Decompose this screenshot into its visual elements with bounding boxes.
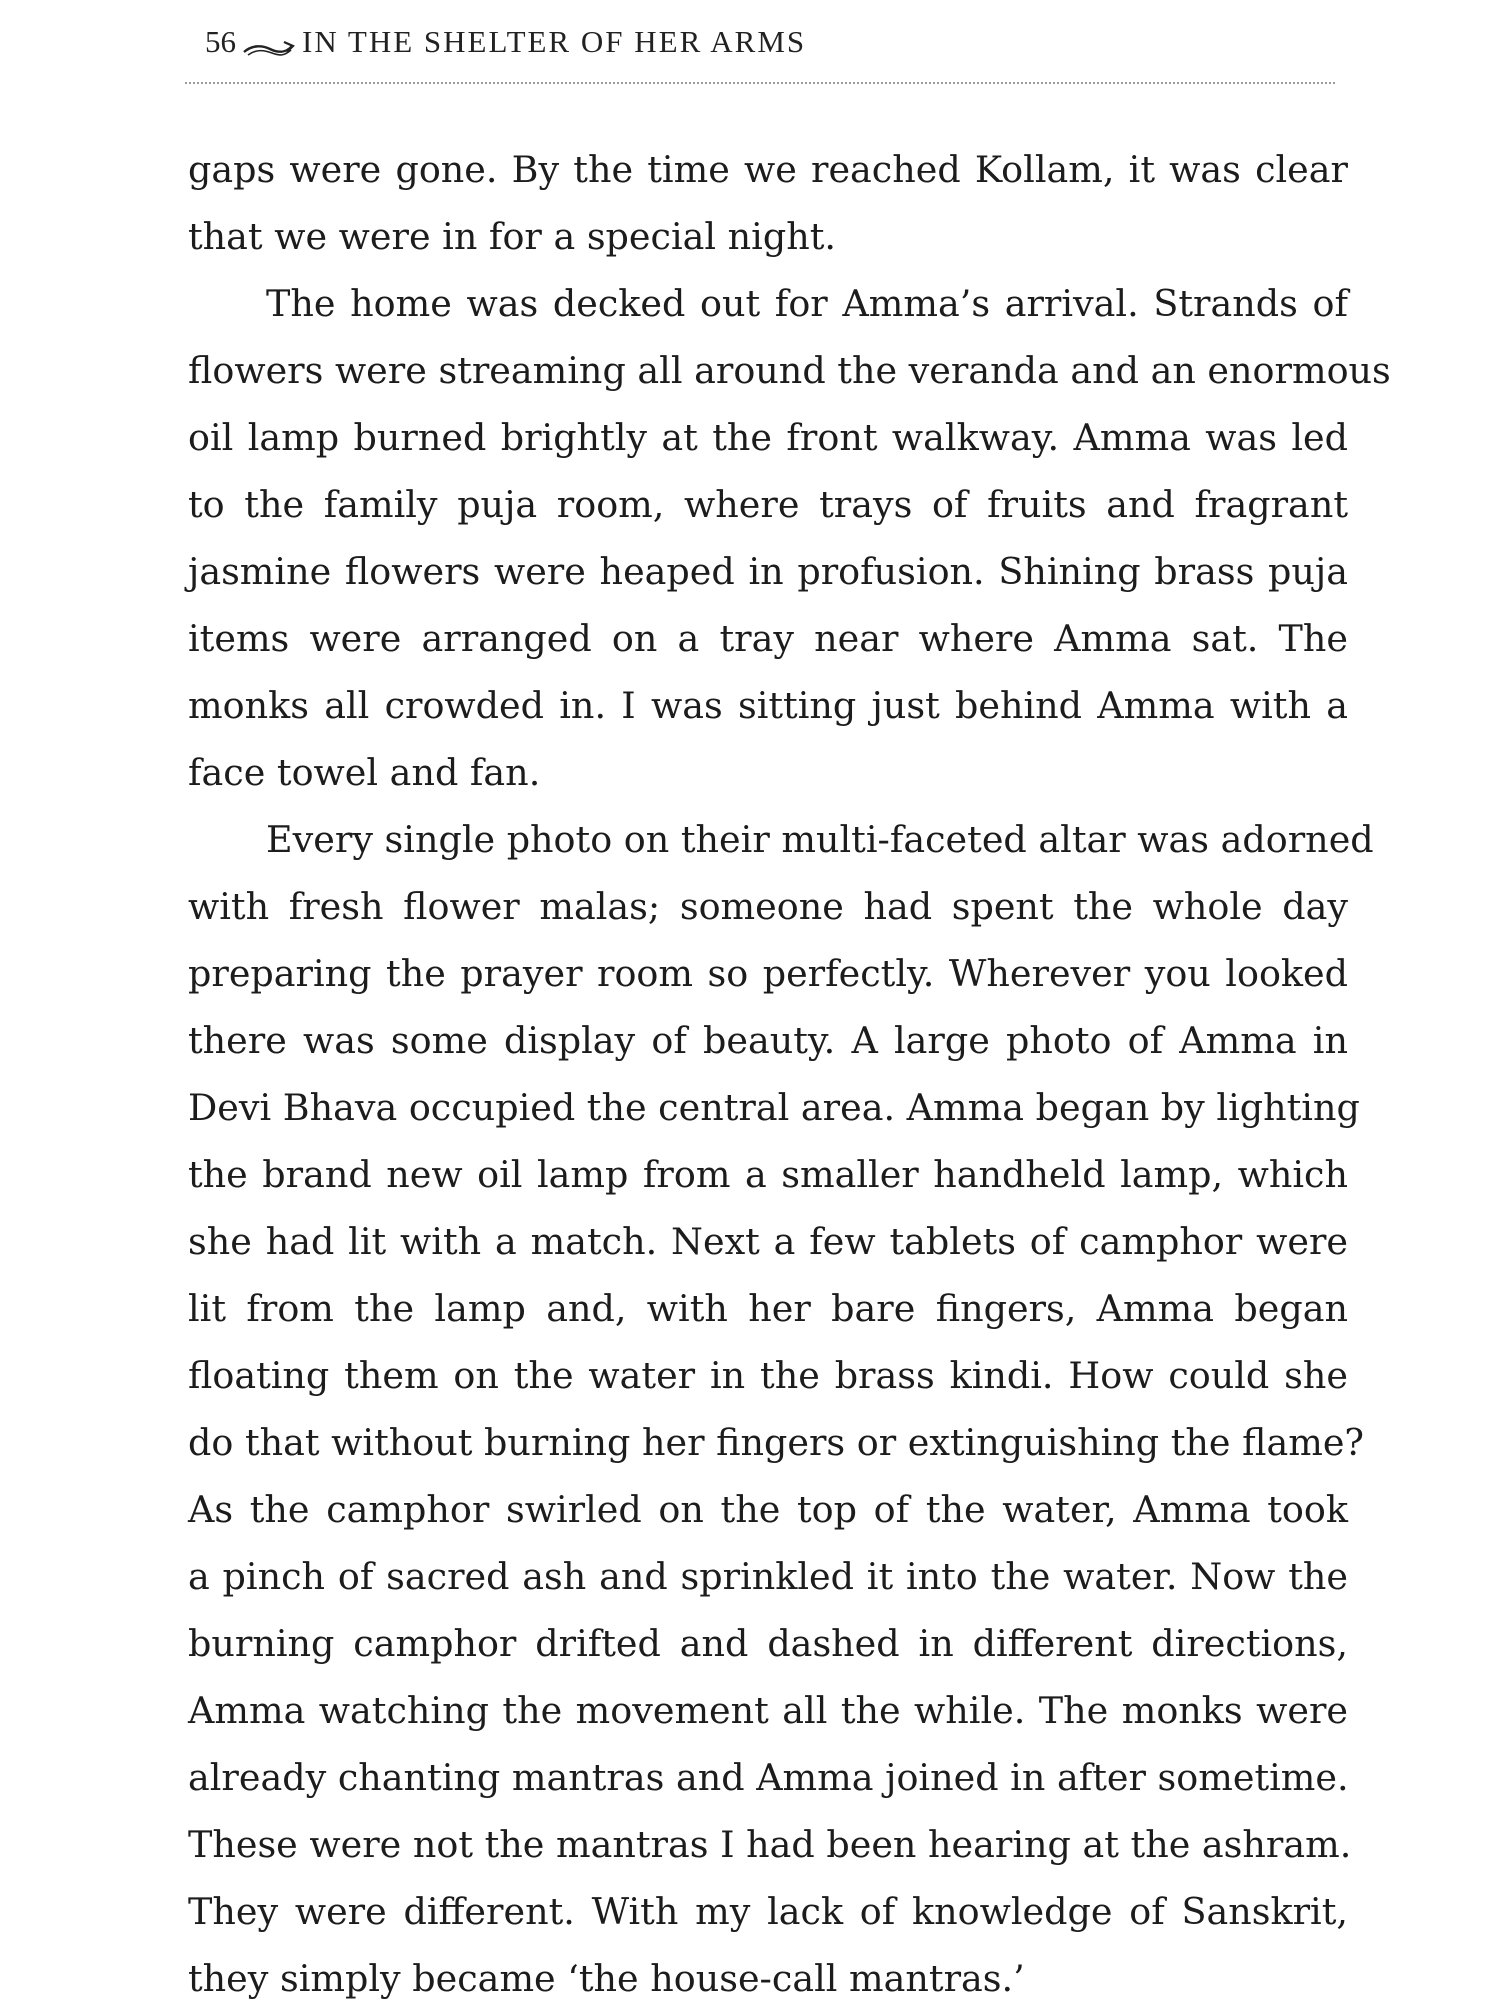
text-line: burning camphor drifted and dashed in different directions, <box>188 1622 1348 1665</box>
text-line: They were different. With my lack of knowledge of Sanskrit, <box>188 1890 1348 1933</box>
page-number: 56 <box>205 24 236 59</box>
text-line: a pinch of sacred ash and sprinkled it into the water. Now the <box>188 1555 1348 1598</box>
text-line: Devi Bhava occupied the central area. Amma began by lighting <box>188 1086 1360 1129</box>
text-line: they simply became ‘the house-call mantras.’ <box>188 1957 1025 2000</box>
text-line: jasmine flowers were heaped in profusion. Shining brass puja <box>188 550 1348 593</box>
text-line: items were arranged on a tray near where Amma sat. The <box>188 617 1348 660</box>
text-line: already chanting mantras and Amma joined in after sometime. <box>188 1756 1349 1799</box>
header-rule <box>185 82 1335 84</box>
body-text <box>188 136 1391 2012</box>
text-line: to the family puja room, where trays of fruits and fragrant <box>188 483 1348 526</box>
text-line: flowers were streaming all around the veranda and an enormous <box>188 349 1391 392</box>
text-line: gaps were gone. By the time we reached Kollam, it was clear <box>188 148 1348 191</box>
text-line: oil lamp burned brightly at the front walkway. Amma was led <box>188 416 1348 459</box>
running-head <box>205 24 806 60</box>
text-line: Amma watching the movement all the while. The monks were <box>188 1689 1348 1732</box>
text-line: there was some display of beauty. A large photo of Amma in <box>188 1019 1348 1062</box>
text-line: the brand new oil lamp from a smaller handheld lamp, which <box>188 1153 1348 1196</box>
text-line: As the camphor swirled on the top of the water, Amma took <box>188 1488 1348 1531</box>
text-line: monks all crowded in. I was sitting just behind Amma with a <box>188 684 1348 727</box>
text-line: Every single photo on their multi-faceted altar was adorned <box>266 818 1374 861</box>
curled-arrow-ornament-icon <box>242 31 296 53</box>
text-line: lit from the lamp and, with her bare fingers, Amma began <box>188 1287 1348 1330</box>
text-line: she had lit with a match. Next a few tablets of camphor were <box>188 1220 1348 1263</box>
text-line: that we were in for a special night. <box>188 215 836 258</box>
text-line: with fresh flower malas; someone had spent the whole day <box>188 885 1348 928</box>
running-title: IN THE SHELTER OF HER ARMS <box>302 24 807 59</box>
text-line: These were not the mantras I had been hearing at the ashram. <box>188 1823 1352 1866</box>
text-line: The home was decked out for Amma’s arrival. Strands of <box>266 282 1348 325</box>
text-line: preparing the prayer room so perfectly. Wherever you looked <box>188 952 1348 995</box>
text-line: do that without burning her fingers or extinguishing the flame? <box>188 1421 1364 1464</box>
text-line: floating them on the water in the brass kindi. How could she <box>188 1354 1348 1397</box>
text-line: face towel and fan. <box>188 751 541 794</box>
